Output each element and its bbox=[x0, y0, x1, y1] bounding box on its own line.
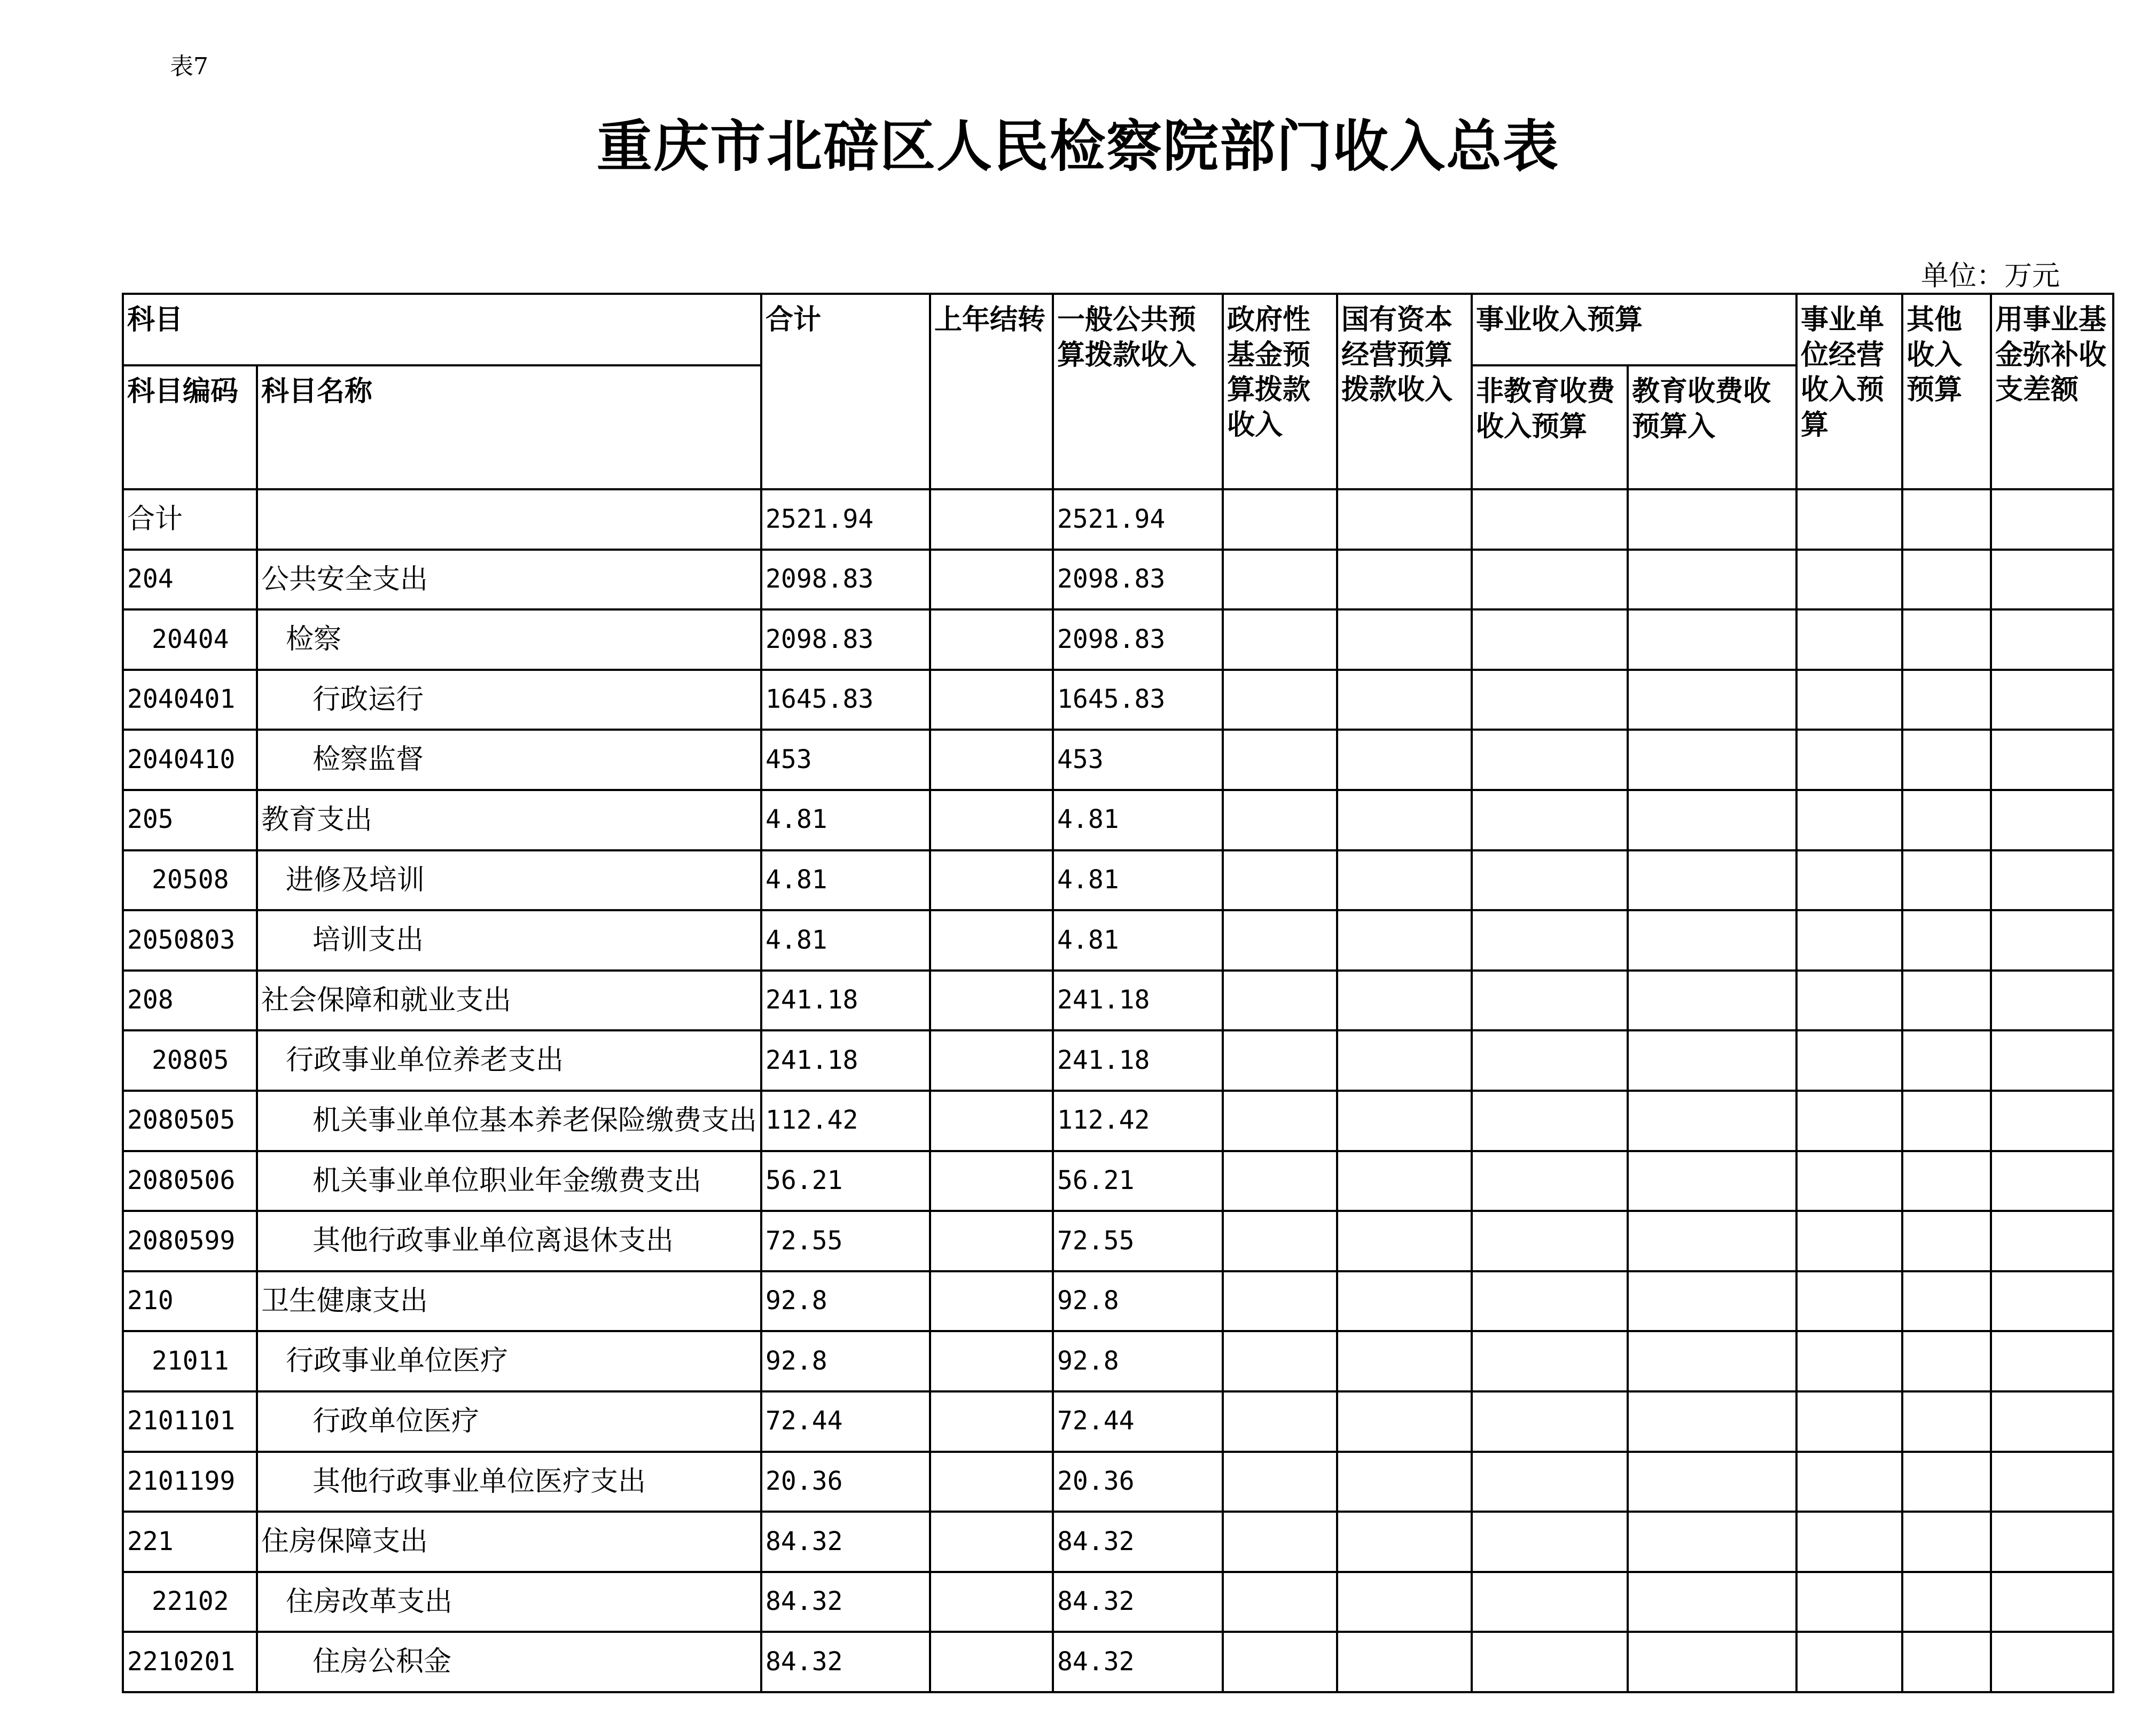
state-capital-cell bbox=[1337, 1632, 1472, 1692]
subject-code-cell: 210 bbox=[123, 1271, 257, 1332]
other-income-cell bbox=[1902, 1271, 1991, 1332]
unit-operation-cell bbox=[1796, 1091, 1902, 1151]
other-income-cell bbox=[1902, 1091, 1991, 1151]
table-row bbox=[123, 790, 2113, 850]
edu-fee-cell bbox=[1628, 609, 1796, 670]
table-row bbox=[123, 1632, 2113, 1692]
fund-balance-cell bbox=[1991, 670, 2113, 730]
fund-balance-cell bbox=[1991, 850, 2113, 911]
carryover-cell bbox=[930, 1452, 1053, 1512]
table-row bbox=[123, 1452, 2113, 1512]
page-title: 重庆市北碚区人民检察院部门收入总表 bbox=[596, 113, 1559, 179]
state-capital-cell bbox=[1337, 670, 1472, 730]
carryover-cell bbox=[930, 1512, 1053, 1572]
unit-operation-cell bbox=[1796, 1391, 1902, 1452]
header-total: 合计 bbox=[761, 294, 930, 489]
table-body bbox=[123, 489, 2113, 1692]
non-edu-fee-cell bbox=[1472, 1331, 1628, 1391]
subject-code-cell: 22102 bbox=[123, 1572, 257, 1632]
gov-fund-cell bbox=[1223, 910, 1337, 971]
edu-fee-cell bbox=[1628, 1452, 1796, 1512]
edu-fee-cell bbox=[1628, 489, 1796, 550]
gov-fund-cell bbox=[1223, 1572, 1337, 1632]
general-budget-cell: 72.44 bbox=[1053, 1391, 1223, 1452]
unit-operation-cell bbox=[1796, 1632, 1902, 1692]
other-income-cell bbox=[1902, 1030, 1991, 1091]
subject-name-cell: 行政运行 bbox=[257, 670, 761, 730]
subject-name-cell: 住房改革支出 bbox=[257, 1572, 761, 1632]
header-carryover: 上年结转 bbox=[930, 294, 1053, 489]
general-budget-cell: 84.32 bbox=[1053, 1632, 1223, 1692]
state-capital-cell bbox=[1337, 1331, 1472, 1391]
non-edu-fee-cell bbox=[1472, 850, 1628, 911]
fund-balance-cell bbox=[1991, 1452, 2113, 1512]
carryover-cell bbox=[930, 730, 1053, 790]
fund-balance-cell bbox=[1991, 1091, 2113, 1151]
non-edu-fee-cell bbox=[1472, 1391, 1628, 1452]
fund-balance-cell bbox=[1991, 550, 2113, 610]
non-edu-fee-cell bbox=[1472, 1151, 1628, 1211]
non-edu-fee-cell bbox=[1472, 670, 1628, 730]
unit-operation-cell bbox=[1796, 1452, 1902, 1512]
fund-balance-cell bbox=[1991, 730, 2113, 790]
carryover-cell bbox=[930, 1091, 1053, 1151]
subject-code-cell: 208 bbox=[123, 971, 257, 1031]
carryover-cell bbox=[930, 1572, 1053, 1632]
edu-fee-cell bbox=[1628, 1271, 1796, 1332]
unit-operation-cell bbox=[1796, 910, 1902, 971]
subject-code-cell: 2040410 bbox=[123, 730, 257, 790]
non-edu-fee-cell bbox=[1472, 1091, 1628, 1151]
state-capital-cell bbox=[1337, 1572, 1472, 1632]
other-income-cell bbox=[1902, 609, 1991, 670]
header-unit-operation: 事业单位经营收入预算 bbox=[1796, 294, 1902, 489]
other-income-cell bbox=[1902, 1572, 1991, 1632]
general-budget-cell: 2521.94 bbox=[1053, 489, 1223, 550]
total-cell: 84.32 bbox=[761, 1572, 930, 1632]
total-cell: 112.42 bbox=[761, 1091, 930, 1151]
table-row bbox=[123, 550, 2113, 610]
table-row bbox=[123, 971, 2113, 1031]
header-other-income: 其他收入预算 bbox=[1902, 294, 1991, 489]
other-income-cell bbox=[1902, 489, 1991, 550]
other-income-cell bbox=[1902, 1391, 1991, 1452]
income-summary-table bbox=[122, 293, 2114, 1693]
other-income-cell bbox=[1902, 550, 1991, 610]
carryover-cell bbox=[930, 1391, 1053, 1452]
gov-fund-cell bbox=[1223, 1391, 1337, 1452]
unit-operation-cell bbox=[1796, 489, 1902, 550]
subject-name-cell: 行政事业单位养老支出 bbox=[257, 1030, 761, 1091]
carryover-cell bbox=[930, 1151, 1053, 1211]
non-edu-fee-cell bbox=[1472, 1572, 1628, 1632]
non-edu-fee-cell bbox=[1472, 730, 1628, 790]
total-cell: 84.32 bbox=[761, 1632, 930, 1692]
other-income-cell bbox=[1902, 670, 1991, 730]
subject-name-cell: 住房保障支出 bbox=[257, 1512, 761, 1572]
edu-fee-cell bbox=[1628, 1331, 1796, 1391]
general-budget-cell: 241.18 bbox=[1053, 971, 1223, 1031]
gov-fund-cell bbox=[1223, 1512, 1337, 1572]
edu-fee-cell bbox=[1628, 1091, 1796, 1151]
carryover-cell bbox=[930, 1331, 1053, 1391]
unit-operation-cell bbox=[1796, 730, 1902, 790]
subject-code-cell: 2080505 bbox=[123, 1091, 257, 1151]
other-income-cell bbox=[1902, 790, 1991, 850]
subject-code-cell: 2210201 bbox=[123, 1632, 257, 1692]
subject-code-cell: 20508 bbox=[123, 850, 257, 911]
total-cell: 4.81 bbox=[761, 850, 930, 911]
subject-name-cell: 培训支出 bbox=[257, 910, 761, 971]
subject-code-cell: 20404 bbox=[123, 609, 257, 670]
non-edu-fee-cell bbox=[1472, 790, 1628, 850]
edu-fee-cell bbox=[1628, 730, 1796, 790]
edu-fee-cell bbox=[1628, 550, 1796, 610]
general-budget-cell: 2098.83 bbox=[1053, 550, 1223, 610]
subject-code-cell: 21011 bbox=[123, 1331, 257, 1391]
general-budget-cell: 453 bbox=[1053, 730, 1223, 790]
state-capital-cell bbox=[1337, 1151, 1472, 1211]
total-cell: 241.18 bbox=[761, 971, 930, 1031]
subject-name-cell: 卫生健康支出 bbox=[257, 1271, 761, 1332]
fund-balance-cell bbox=[1991, 1211, 2113, 1271]
gov-fund-cell bbox=[1223, 1452, 1337, 1512]
non-edu-fee-cell bbox=[1472, 1211, 1628, 1271]
total-cell: 2098.83 bbox=[761, 609, 930, 670]
general-budget-cell: 56.21 bbox=[1053, 1151, 1223, 1211]
fund-balance-cell bbox=[1991, 1572, 2113, 1632]
subject-name-cell: 教育支出 bbox=[257, 790, 761, 850]
table-row bbox=[123, 1572, 2113, 1632]
total-cell: 92.8 bbox=[761, 1331, 930, 1391]
total-cell: 20.36 bbox=[761, 1452, 930, 1512]
state-capital-cell bbox=[1337, 971, 1472, 1031]
non-edu-fee-cell bbox=[1472, 1030, 1628, 1091]
total-cell: 2521.94 bbox=[761, 489, 930, 550]
non-edu-fee-cell bbox=[1472, 489, 1628, 550]
unit-operation-cell bbox=[1796, 550, 1902, 610]
state-capital-cell bbox=[1337, 1091, 1472, 1151]
non-edu-fee-cell bbox=[1472, 1271, 1628, 1332]
general-budget-cell: 84.32 bbox=[1053, 1512, 1223, 1572]
fund-balance-cell bbox=[1991, 1391, 2113, 1452]
fund-balance-cell bbox=[1991, 790, 2113, 850]
table-row bbox=[123, 609, 2113, 670]
table-row bbox=[123, 1030, 2113, 1091]
edu-fee-cell bbox=[1628, 1632, 1796, 1692]
unit-operation-cell bbox=[1796, 850, 1902, 911]
fund-balance-cell bbox=[1991, 489, 2113, 550]
gov-fund-cell bbox=[1223, 790, 1337, 850]
other-income-cell bbox=[1902, 971, 1991, 1031]
table-row bbox=[123, 1512, 2113, 1572]
carryover-cell bbox=[930, 790, 1053, 850]
carryover-cell bbox=[930, 850, 1053, 911]
gov-fund-cell bbox=[1223, 850, 1337, 911]
subject-code-cell: 204 bbox=[123, 550, 257, 610]
subject-name-cell: 行政事业单位医疗 bbox=[257, 1331, 761, 1391]
general-budget-cell: 92.8 bbox=[1053, 1331, 1223, 1391]
table-row bbox=[123, 850, 2113, 911]
gov-fund-cell bbox=[1223, 1331, 1337, 1391]
state-capital-cell bbox=[1337, 1271, 1472, 1332]
general-budget-cell: 20.36 bbox=[1053, 1452, 1223, 1512]
carryover-cell bbox=[930, 550, 1053, 610]
edu-fee-cell bbox=[1628, 1030, 1796, 1091]
gov-fund-cell bbox=[1223, 1271, 1337, 1332]
state-capital-cell bbox=[1337, 1211, 1472, 1271]
gov-fund-cell bbox=[1223, 1151, 1337, 1211]
non-edu-fee-cell bbox=[1472, 1452, 1628, 1512]
edu-fee-cell bbox=[1628, 790, 1796, 850]
table-row bbox=[123, 1271, 2113, 1332]
fund-balance-cell bbox=[1991, 1271, 2113, 1332]
edu-fee-cell bbox=[1628, 910, 1796, 971]
header-subject: 科目 bbox=[123, 294, 761, 365]
general-budget-cell: 4.81 bbox=[1053, 790, 1223, 850]
unit-operation-cell bbox=[1796, 1271, 1902, 1332]
fund-balance-cell bbox=[1991, 910, 2113, 971]
subject-code-cell: 合计 bbox=[123, 489, 257, 550]
unit-operation-cell bbox=[1796, 1030, 1902, 1091]
subject-name-cell: 机关事业单位职业年金缴费支出 bbox=[257, 1151, 761, 1211]
subject-code-cell: 2040401 bbox=[123, 670, 257, 730]
table-header bbox=[123, 294, 2113, 489]
carryover-cell bbox=[930, 910, 1053, 971]
carryover-cell bbox=[930, 609, 1053, 670]
total-cell: 72.55 bbox=[761, 1211, 930, 1271]
edu-fee-cell bbox=[1628, 1572, 1796, 1632]
table-row bbox=[123, 1211, 2113, 1271]
fund-balance-cell bbox=[1991, 1512, 2113, 1572]
other-income-cell bbox=[1902, 1632, 1991, 1692]
subject-code-cell: 221 bbox=[123, 1512, 257, 1572]
state-capital-cell bbox=[1337, 489, 1472, 550]
other-income-cell bbox=[1902, 1512, 1991, 1572]
table-row bbox=[123, 489, 2113, 550]
carryover-cell bbox=[930, 1030, 1053, 1091]
gov-fund-cell bbox=[1223, 1632, 1337, 1692]
edu-fee-cell bbox=[1628, 1512, 1796, 1572]
general-budget-cell: 4.81 bbox=[1053, 910, 1223, 971]
fund-balance-cell bbox=[1991, 1632, 2113, 1692]
table-number-label: 表7 bbox=[170, 53, 208, 80]
gov-fund-cell bbox=[1223, 609, 1337, 670]
gov-fund-cell bbox=[1223, 1030, 1337, 1091]
state-capital-cell bbox=[1337, 1391, 1472, 1452]
other-income-cell bbox=[1902, 1331, 1991, 1391]
general-budget-cell: 2098.83 bbox=[1053, 609, 1223, 670]
general-budget-cell: 72.55 bbox=[1053, 1211, 1223, 1271]
fund-balance-cell bbox=[1991, 609, 2113, 670]
state-capital-cell bbox=[1337, 850, 1472, 911]
header-general-budget: 一般公共预算拨款收入 bbox=[1053, 294, 1223, 489]
subject-code-cell: 2101199 bbox=[123, 1452, 257, 1512]
fund-balance-cell bbox=[1991, 1151, 2113, 1211]
total-cell: 1645.83 bbox=[761, 670, 930, 730]
subject-name-cell: 检察 bbox=[257, 609, 761, 670]
subject-code-cell: 2080599 bbox=[123, 1211, 257, 1271]
general-budget-cell: 4.81 bbox=[1053, 850, 1223, 911]
fund-balance-cell bbox=[1991, 1030, 2113, 1091]
total-cell: 241.18 bbox=[761, 1030, 930, 1091]
subject-name-cell: 公共安全支出 bbox=[257, 550, 761, 610]
subject-code-cell: 2050803 bbox=[123, 910, 257, 971]
state-capital-cell bbox=[1337, 730, 1472, 790]
edu-fee-cell bbox=[1628, 971, 1796, 1031]
table-row bbox=[123, 910, 2113, 971]
unit-operation-cell bbox=[1796, 670, 1902, 730]
carryover-cell bbox=[930, 971, 1053, 1031]
subject-name-cell: 检察监督 bbox=[257, 730, 761, 790]
header-gov-fund: 政府性基金预算拨款收入 bbox=[1223, 294, 1337, 489]
subject-code-cell: 205 bbox=[123, 790, 257, 850]
other-income-cell bbox=[1902, 1211, 1991, 1271]
state-capital-cell bbox=[1337, 609, 1472, 670]
fund-balance-cell bbox=[1991, 971, 2113, 1031]
unit-operation-cell bbox=[1796, 1512, 1902, 1572]
subject-code-cell: 20805 bbox=[123, 1030, 257, 1091]
state-capital-cell bbox=[1337, 790, 1472, 850]
gov-fund-cell bbox=[1223, 730, 1337, 790]
table-row bbox=[123, 1151, 2113, 1211]
fund-balance-cell bbox=[1991, 1331, 2113, 1391]
other-income-cell bbox=[1902, 730, 1991, 790]
subject-name-cell: 住房公积金 bbox=[257, 1632, 761, 1692]
non-edu-fee-cell bbox=[1472, 910, 1628, 971]
unit-operation-cell bbox=[1796, 790, 1902, 850]
carryover-cell bbox=[930, 1211, 1053, 1271]
table-row bbox=[123, 670, 2113, 730]
non-edu-fee-cell bbox=[1472, 971, 1628, 1031]
header-edu-fee: 教育收费收预算入 bbox=[1628, 365, 1796, 489]
non-edu-fee-cell bbox=[1472, 1632, 1628, 1692]
subject-name-cell: 其他行政事业单位医疗支出 bbox=[257, 1452, 761, 1512]
table-row bbox=[123, 1391, 2113, 1452]
other-income-cell bbox=[1902, 1151, 1991, 1211]
subject-name-cell: 行政单位医疗 bbox=[257, 1391, 761, 1452]
header-subject-code: 科目编码 bbox=[123, 365, 257, 489]
total-cell: 92.8 bbox=[761, 1271, 930, 1332]
non-edu-fee-cell bbox=[1472, 1512, 1628, 1572]
subject-name-cell: 其他行政事业单位离退休支出 bbox=[257, 1211, 761, 1271]
subject-name-cell: 机关事业单位基本养老保险缴费支出 bbox=[257, 1091, 761, 1151]
state-capital-cell bbox=[1337, 910, 1472, 971]
state-capital-cell bbox=[1337, 1452, 1472, 1512]
gov-fund-cell bbox=[1223, 550, 1337, 610]
non-edu-fee-cell bbox=[1472, 609, 1628, 670]
total-cell: 4.81 bbox=[761, 790, 930, 850]
carryover-cell bbox=[930, 489, 1053, 550]
table-row bbox=[123, 730, 2113, 790]
edu-fee-cell bbox=[1628, 850, 1796, 911]
other-income-cell bbox=[1902, 1452, 1991, 1512]
total-cell: 4.81 bbox=[761, 910, 930, 971]
general-budget-cell: 84.32 bbox=[1053, 1572, 1223, 1632]
edu-fee-cell bbox=[1628, 1391, 1796, 1452]
header-subject-name: 科目名称 bbox=[257, 365, 761, 489]
edu-fee-cell bbox=[1628, 670, 1796, 730]
total-cell: 84.32 bbox=[761, 1512, 930, 1572]
subject-name-cell: 社会保障和就业支出 bbox=[257, 971, 761, 1031]
total-cell: 56.21 bbox=[761, 1151, 930, 1211]
gov-fund-cell bbox=[1223, 1091, 1337, 1151]
header-business-income: 事业收入预算 bbox=[1472, 294, 1796, 365]
unit-operation-cell bbox=[1796, 609, 1902, 670]
subject-code-cell: 2080506 bbox=[123, 1151, 257, 1211]
general-budget-cell: 1645.83 bbox=[1053, 670, 1223, 730]
table-row bbox=[123, 1331, 2113, 1391]
other-income-cell bbox=[1902, 850, 1991, 911]
total-cell: 453 bbox=[761, 730, 930, 790]
total-cell: 72.44 bbox=[761, 1391, 930, 1452]
header-fund-balance: 用事业基金弥补收支差额 bbox=[1991, 294, 2113, 489]
subject-name-cell bbox=[257, 489, 761, 550]
general-budget-cell: 112.42 bbox=[1053, 1091, 1223, 1151]
general-budget-cell: 92.8 bbox=[1053, 1271, 1223, 1332]
non-edu-fee-cell bbox=[1472, 550, 1628, 610]
state-capital-cell bbox=[1337, 550, 1472, 610]
total-cell: 2098.83 bbox=[761, 550, 930, 610]
general-budget-cell: 241.18 bbox=[1053, 1030, 1223, 1091]
unit-operation-cell bbox=[1796, 971, 1902, 1031]
gov-fund-cell bbox=[1223, 670, 1337, 730]
edu-fee-cell bbox=[1628, 1151, 1796, 1211]
unit-operation-cell bbox=[1796, 1572, 1902, 1632]
gov-fund-cell bbox=[1223, 1211, 1337, 1271]
state-capital-cell bbox=[1337, 1512, 1472, 1572]
header-state-capital: 国有资本经营预算拨款收入 bbox=[1337, 294, 1472, 489]
unit-operation-cell bbox=[1796, 1211, 1902, 1271]
carryover-cell bbox=[930, 670, 1053, 730]
table-row bbox=[123, 1091, 2113, 1151]
unit-label: 单位：万元 bbox=[1920, 260, 2060, 292]
carryover-cell bbox=[930, 1271, 1053, 1332]
carryover-cell bbox=[930, 1632, 1053, 1692]
header-non-edu-fee: 非教育收费收入预算 bbox=[1472, 365, 1628, 489]
edu-fee-cell bbox=[1628, 1211, 1796, 1271]
subject-code-cell: 2101101 bbox=[123, 1391, 257, 1452]
state-capital-cell bbox=[1337, 1030, 1472, 1091]
subject-name-cell: 进修及培训 bbox=[257, 850, 761, 911]
gov-fund-cell bbox=[1223, 489, 1337, 550]
unit-operation-cell bbox=[1796, 1151, 1902, 1211]
unit-operation-cell bbox=[1796, 1331, 1902, 1391]
other-income-cell bbox=[1902, 910, 1991, 971]
gov-fund-cell bbox=[1223, 971, 1337, 1031]
